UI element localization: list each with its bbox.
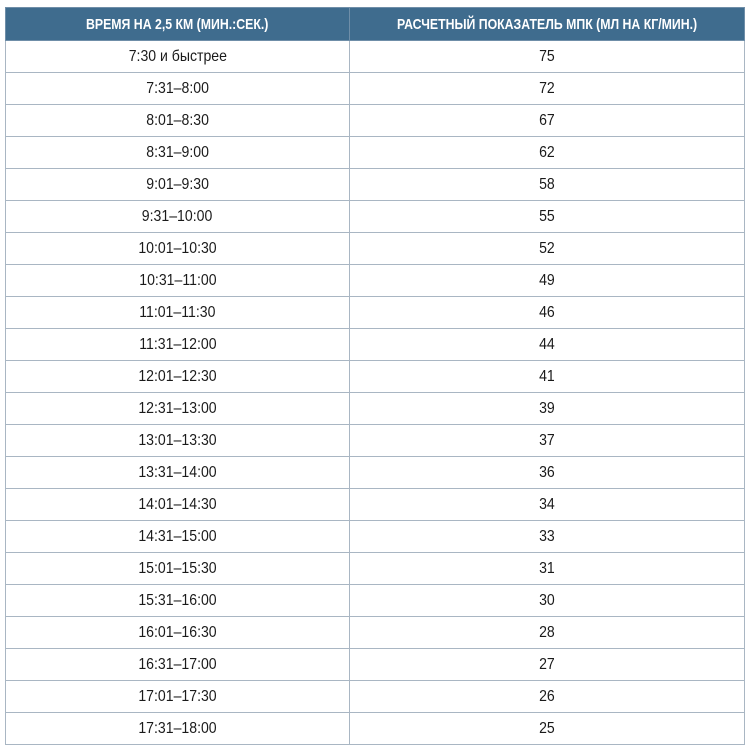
vo2max-cell: 55 bbox=[350, 201, 745, 233]
table-row bbox=[6, 41, 745, 73]
vo2max-cell: 58 bbox=[350, 169, 745, 201]
vo2max-cell: 46 bbox=[350, 297, 745, 329]
header-row bbox=[6, 8, 745, 41]
table-row bbox=[6, 425, 745, 457]
time-cell: 11:01–11:30 bbox=[6, 297, 350, 329]
vo2max-cell: 31 bbox=[350, 553, 745, 585]
time-cell: 11:31–12:00 bbox=[6, 329, 350, 361]
table-row bbox=[6, 233, 745, 265]
table-row bbox=[6, 585, 745, 617]
vo2max-cell: 39 bbox=[350, 393, 745, 425]
table-row bbox=[6, 393, 745, 425]
vo2max-cell: 25 bbox=[350, 713, 745, 745]
vo2max-table bbox=[5, 7, 745, 745]
vo2max-cell: 36 bbox=[350, 457, 745, 489]
table-row bbox=[6, 201, 745, 233]
time-cell: 9:01–9:30 bbox=[6, 169, 350, 201]
time-cell: 8:31–9:00 bbox=[6, 137, 350, 169]
table-row bbox=[6, 137, 745, 169]
time-cell: 14:31–15:00 bbox=[6, 521, 350, 553]
vo2max-cell: 44 bbox=[350, 329, 745, 361]
vo2max-cell: 33 bbox=[350, 521, 745, 553]
time-cell: 16:31–17:00 bbox=[6, 649, 350, 681]
time-cell: 13:01–13:30 bbox=[6, 425, 350, 457]
time-cell: 9:31–10:00 bbox=[6, 201, 350, 233]
table-row bbox=[6, 681, 745, 713]
table-row bbox=[6, 105, 745, 137]
table-body bbox=[6, 41, 745, 745]
time-cell: 17:31–18:00 bbox=[6, 713, 350, 745]
time-cell: 14:01–14:30 bbox=[6, 489, 350, 521]
vo2max-cell: 41 bbox=[350, 361, 745, 393]
time-cell: 15:01–15:30 bbox=[6, 553, 350, 585]
table-row bbox=[6, 361, 745, 393]
table-row bbox=[6, 649, 745, 681]
vo2max-cell: 34 bbox=[350, 489, 745, 521]
time-cell: 12:31–13:00 bbox=[6, 393, 350, 425]
time-cell: 13:31–14:00 bbox=[6, 457, 350, 489]
table-row bbox=[6, 457, 745, 489]
vo2max-cell: 67 bbox=[350, 105, 745, 137]
time-cell: 7:30 и быстрее bbox=[6, 41, 350, 73]
table-row bbox=[6, 617, 745, 649]
time-cell: 7:31–8:00 bbox=[6, 73, 350, 105]
time-cell: 12:01–12:30 bbox=[6, 361, 350, 393]
table-row bbox=[6, 553, 745, 585]
vo2max-cell: 72 bbox=[350, 73, 745, 105]
table-row bbox=[6, 713, 745, 745]
vo2max-cell: 30 bbox=[350, 585, 745, 617]
time-cell: 10:31–11:00 bbox=[6, 265, 350, 297]
vo2max-cell: 49 bbox=[350, 265, 745, 297]
time-cell: 17:01–17:30 bbox=[6, 681, 350, 713]
table-row bbox=[6, 521, 745, 553]
table-row bbox=[6, 265, 745, 297]
table-row bbox=[6, 169, 745, 201]
time-cell: 15:31–16:00 bbox=[6, 585, 350, 617]
table-row bbox=[6, 489, 745, 521]
time-cell: 10:01–10:30 bbox=[6, 233, 350, 265]
header-vo2max: РАСЧЕТНЫЙ ПОКАЗАТЕЛЬ МПК (МЛ НА КГ/МИН.) bbox=[350, 8, 745, 41]
vo2max-cell: 52 bbox=[350, 233, 745, 265]
time-cell: 16:01–16:30 bbox=[6, 617, 350, 649]
vo2max-cell: 37 bbox=[350, 425, 745, 457]
vo2max-cell: 62 bbox=[350, 137, 745, 169]
table-row bbox=[6, 297, 745, 329]
table-row bbox=[6, 73, 745, 105]
table-header bbox=[6, 8, 745, 41]
table-row bbox=[6, 329, 745, 361]
header-time: ВРЕМЯ НА 2,5 КМ (МИН.:СЕК.) bbox=[6, 8, 350, 41]
vo2max-cell: 26 bbox=[350, 681, 745, 713]
vo2max-cell: 28 bbox=[350, 617, 745, 649]
vo2max-cell: 75 bbox=[350, 41, 745, 73]
vo2max-cell: 27 bbox=[350, 649, 745, 681]
time-cell: 8:01–8:30 bbox=[6, 105, 350, 137]
